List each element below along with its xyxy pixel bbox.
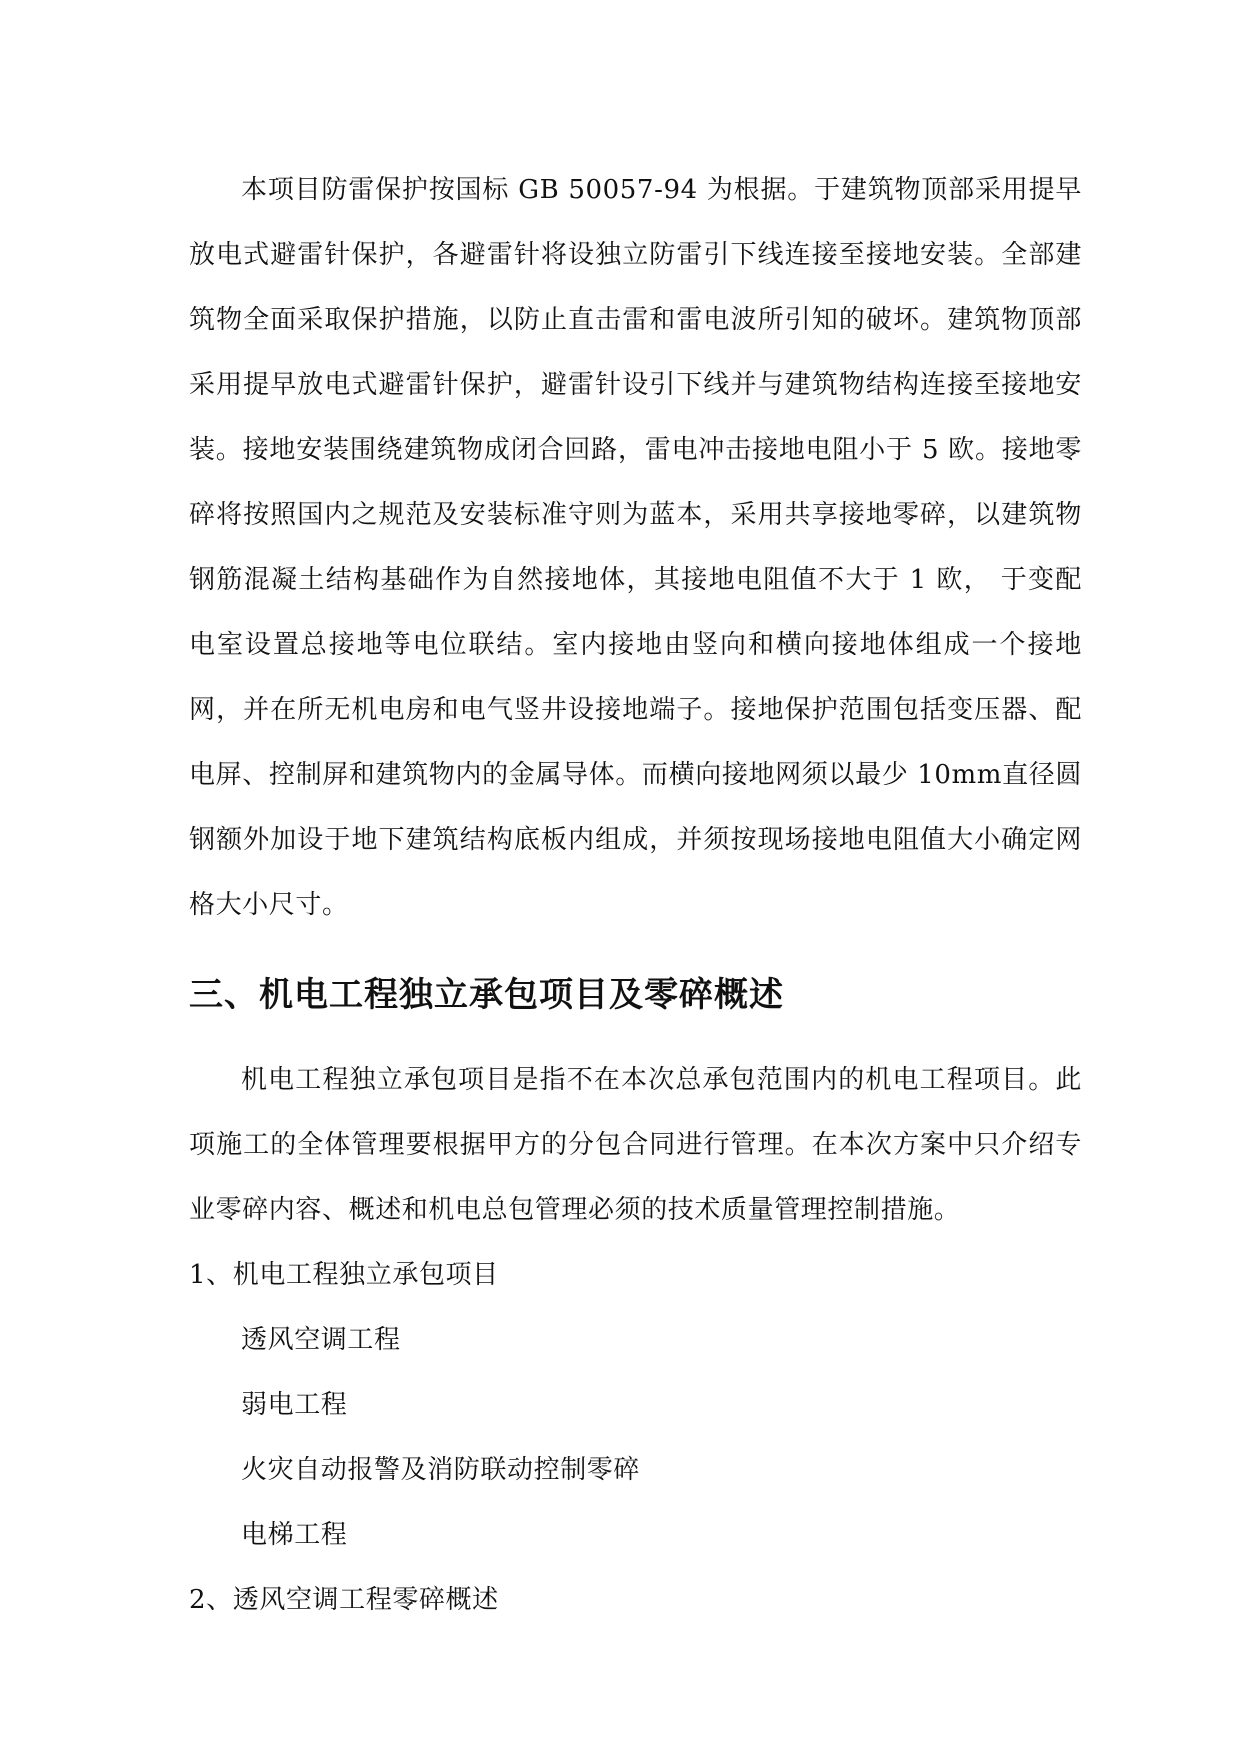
list-item: 弱电工程 bbox=[241, 1390, 348, 1420]
list-item: 电梯工程 bbox=[241, 1520, 348, 1550]
project-list bbox=[189, 1308, 1082, 1568]
paragraph-independent-contract: 机电工程独立承包项目是指不在本次总承包范围内的机电工程项目。此项施工的全体管理要根据甲方的分包合同进行管理。在本次方案中只介绍专业零碎内容、概述和机电总包管理必须的技术质量管理控制措施。 bbox=[189, 1065, 1082, 1225]
section-heading: 三、机电工程独立承包项目及零碎概述 bbox=[189, 975, 784, 1015]
subsection-title-1: 1、机电工程独立承包项目 bbox=[189, 1260, 499, 1290]
document-body bbox=[189, 158, 1082, 1633]
subsection-title-2: 2、透风空调工程零碎概述 bbox=[189, 1585, 499, 1615]
paragraph-lightning-protection: 本项目防雷保护按国标 GB 50057-94 为根据。于建筑物顶部采用提早放电式避雷针保护，各避雷针将设独立防雷引下线连接至接地安装。全部建筑物全面采取保护措施，以防止直击雷和雷电波所引知的破坏。建筑物顶部采用提早放电式避雷针保护，避雷针设引下线并与建筑物结构连接至接地安装。接地安装围绕建筑物成闭合回路，雷电冲击接地电阻小于 5 欧。接地零碎将按照国内之规范及安装标准守则为蓝本，采用共享接地零碎，以建筑物钢筋混凝土结构基础作为自然接地体，其接地电阻值不大于 1 欧， 于变配电室设置总接地等电位联结。室内接地由竖向和横向接地体组成一个接地网，并在所无机电房和电气竖井设接地端子。接地保护范围包括变压器、配电屏、控制屏和建筑物内的金属导体。而横向接地网须以最少 10mm直径圆钢额外加设于地下建筑结构底板内组成，并须按现场接地电阻值大小确定网格大小尺寸。 bbox=[189, 175, 1082, 920]
list-item: 火灾自动报警及消防联动控制零碎 bbox=[241, 1455, 641, 1485]
list-item: 透风空调工程 bbox=[241, 1325, 401, 1355]
